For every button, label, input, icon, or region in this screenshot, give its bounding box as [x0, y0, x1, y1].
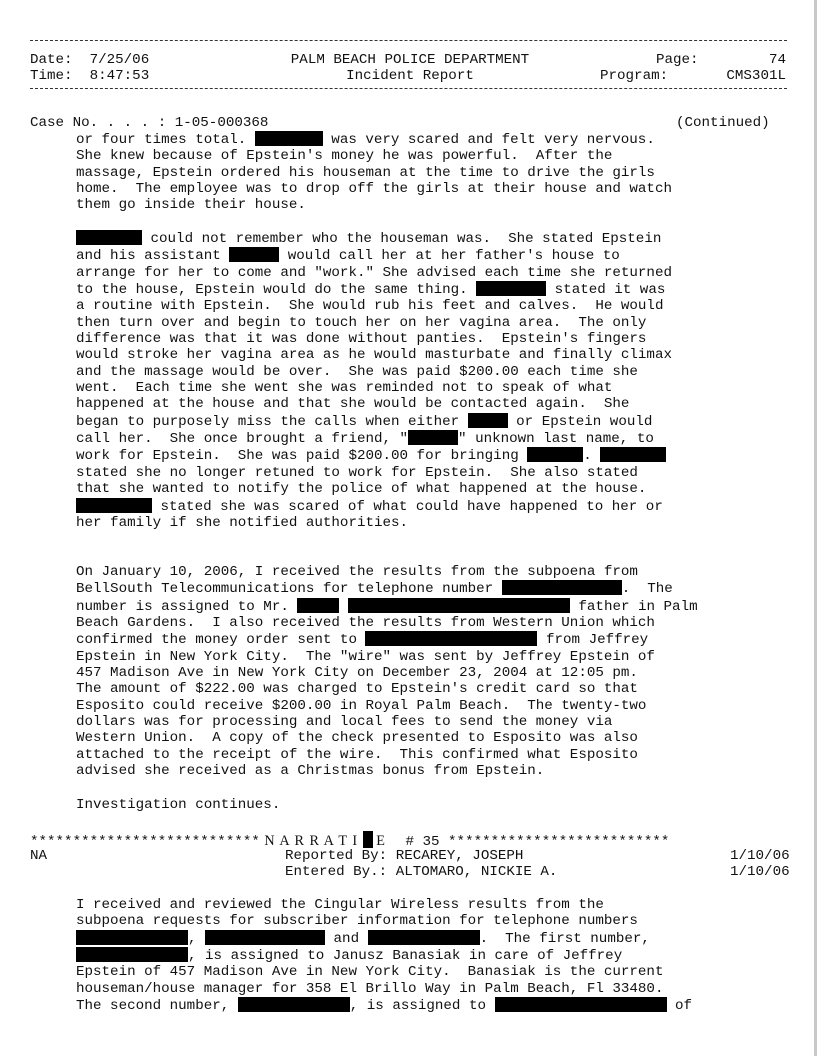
text-line: She knew because of Epstein's money he was powerful. After the [76, 148, 613, 165]
text-line: Epstein in New York City. The "wire" was sent by Jeffrey Epstein of [76, 648, 655, 665]
text-line: advised she received as a Christmas bonus from Epstein. [76, 763, 545, 780]
text-line: On January 10, 2006, I received the results from the subpoena from [76, 564, 638, 580]
paragraph-1 [76, 131, 796, 214]
redaction-block [238, 997, 350, 1012]
reported-by-label: Reported By: [285, 848, 388, 864]
text-line: and the massage would be over. She was paid $200.00 each time she [76, 363, 638, 380]
redaction-block [468, 413, 508, 428]
report-type: Incident Report [346, 68, 474, 84]
page-indicator [600, 52, 786, 68]
text-line: call her. She once brought a friend, " " unknown last name, to [76, 431, 654, 448]
text-line: happened at the house and that she would be contacted again. She [76, 396, 630, 413]
date-label: Date: [30, 52, 73, 68]
redaction-block [363, 831, 373, 848]
text-line: houseman/house manager for 358 El Brillo Way in Palm Beach, Fl 33480. [76, 980, 664, 997]
closing-line: Investigation continues. [76, 797, 281, 813]
redaction-block [76, 498, 152, 513]
text-line: went. Each time she went she was reminded not to speak of what [76, 380, 613, 397]
text-line: that she wanted to notify the police of what happened at the house. [76, 481, 647, 498]
bottom-dashed-rule [30, 88, 787, 89]
redaction-block [502, 580, 622, 595]
entered-by-label: Entered By.: [285, 864, 388, 880]
entered-date: 1/10/06 [730, 864, 790, 880]
text-line: Esposito could receive $200.00 in Royal Palm Beach. The twenty-two [76, 697, 647, 714]
narrative-banner: *************************** N A R R A T I E # 35 ************************** [30, 833, 670, 850]
text-line: or four times total. was very scared and felt very nervous. [76, 132, 655, 148]
text-line: subpoena requests for subscriber information for telephone numbers [76, 913, 638, 930]
text-line: to the house, Epstein would do the same thing. stated it was [76, 282, 666, 299]
text-line: , is assigned to Janusz Banasiak in care of Jeffrey [76, 947, 796, 964]
text-line: Western Union. A copy of the check presented to Esposito was also [76, 730, 638, 747]
entered-by-line [285, 864, 557, 880]
reported-date: 1/10/06 [730, 848, 790, 864]
time-line [30, 68, 149, 84]
text-line: would stroke her vagina area as he would masturbate and finally climax [76, 347, 672, 364]
text-line: stated she was scared of what could have happened to her or [76, 498, 796, 515]
time-label: Time: [30, 68, 73, 84]
text-line: BellSouth Telecommunications for telephone number . The [76, 581, 673, 598]
redaction-block [205, 930, 325, 945]
text-line: Epstein of 457 Madison Ave in New York City. Banasiak is the current [76, 964, 664, 981]
redaction-block [255, 131, 323, 146]
redaction-block [76, 947, 188, 962]
case-number: 1-05-000368 [174, 115, 269, 131]
text-line: them go inside their house. [76, 197, 306, 214]
redaction-block [76, 230, 142, 245]
case-label: Case No. . . . : [30, 115, 167, 131]
text-line: massage, Epstein ordered his houseman at the time to drive the girls [76, 164, 655, 181]
reported-by-value: RECAREY, JOSEPH [395, 848, 524, 864]
paragraph-4 [76, 897, 796, 1014]
redaction-block [348, 598, 570, 613]
text-line: stated she no longer retuned to work for Epstein. She also stated [76, 464, 638, 481]
text-line: arrange for her to come and "work." She advised each time she returned [76, 264, 672, 281]
text-line: number is assigned to Mr. father in Palm [76, 598, 698, 615]
continued-note: (Continued) [676, 115, 770, 131]
text-line: 457 Madison Ave in New York City on December 23, 2004 at 12:05 pm. [76, 665, 638, 682]
program-indicator [600, 68, 786, 84]
program-code: CMS301L [726, 68, 786, 84]
text-line: The second number, , is assigned to of [76, 998, 693, 1015]
paragraph-2 [76, 230, 796, 531]
redaction-block [368, 930, 480, 945]
narrative-code: NA [30, 848, 48, 864]
text-line: dollars was for processing and local fees to send the money via [76, 714, 613, 731]
time-value: 8:47:53 [89, 68, 150, 84]
department-name: PALM BEACH POLICE DEPARTMENT [290, 52, 530, 68]
redaction-block [229, 247, 279, 262]
text-line: attached to the receipt of the wire. This confirmed what Esposito [76, 746, 638, 763]
entered-by-value: ALTOMARO, NICKIE A. [395, 864, 558, 880]
text-line: her family if she notified authorities. [76, 514, 409, 531]
redaction-block [495, 997, 667, 1012]
text-line: I received and reviewed the Cingular Wireless results from the [76, 897, 604, 913]
date-line [30, 52, 149, 68]
date-value: 7/25/06 [89, 52, 150, 68]
page-number: 74 [768, 52, 786, 68]
redaction-block [600, 447, 666, 462]
text-line: , and . The first number, [76, 930, 796, 947]
redaction-block [297, 598, 339, 613]
text-line: home. The employee was to drop off the girls at their house and watch [76, 181, 672, 198]
text-line: and his assistant would call her at her father's house to [76, 248, 620, 265]
case-number-line [30, 115, 268, 131]
redaction-block [476, 281, 546, 296]
text-line: began to purposely miss the calls when either or Epstein would [76, 413, 653, 430]
text-line: Beach Gardens. I also received the results from Western Union which [76, 615, 655, 632]
reported-by-line [285, 848, 523, 864]
redaction-block [527, 447, 583, 462]
page-label: Page: [656, 52, 699, 68]
text-line: The amount of $222.00 was charged to Epstein's credit card so that [76, 681, 638, 698]
redaction-block [408, 430, 458, 445]
program-label: Program: [600, 68, 669, 84]
text-line: a routine with Epstein. She would rub his feet and calves. He would [76, 298, 664, 315]
text-line: difference was that it was done without panties. Epstein's fingers [76, 331, 647, 348]
redaction-block [76, 930, 188, 945]
redaction-block [365, 631, 537, 646]
top-dashed-rule [30, 40, 787, 41]
paragraph-3 [76, 564, 796, 779]
text-line: could not remember who the houseman was. She stated Epstein [76, 230, 796, 247]
text-line: work for Epstein. She was paid $200.00 for bringing . [76, 447, 796, 464]
text-line: then turn over and begin to touch her on her vagina area. The only [76, 314, 647, 331]
text-line: confirmed the money order sent to from Jeffrey [76, 632, 649, 649]
